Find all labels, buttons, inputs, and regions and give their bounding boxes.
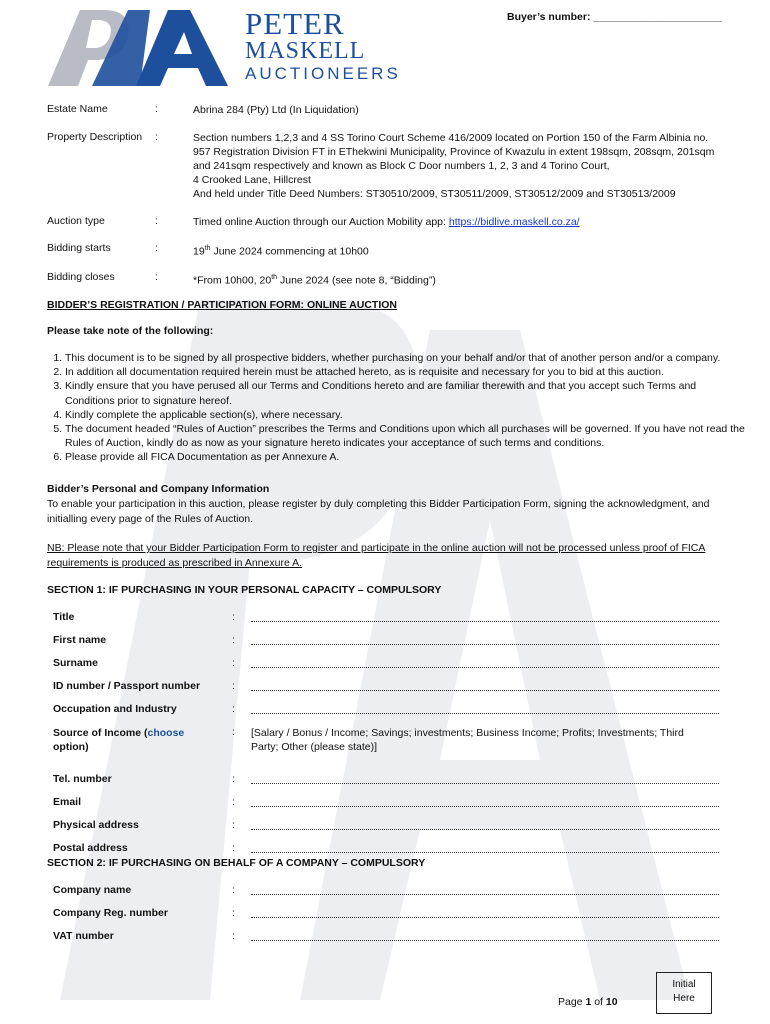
form-heading: BIDDER’S REGISTRATION / PARTICIPATION FORM: ONLINE AUCTION (47, 299, 397, 311)
bidding-closes-label: Bidding closes (47, 271, 115, 283)
property-description-colon: : (155, 131, 158, 143)
section1-heading: SECTION 1: IF PURCHASING IN YOUR PERSONAL CAPACITY – COMPULSORY (47, 584, 442, 596)
page-word: Page (558, 996, 586, 1008)
income-label-choose: choose (147, 727, 185, 739)
first-name-label: First name (53, 634, 107, 646)
email-field[interactable] (251, 798, 719, 807)
bidding-starts-value (193, 242, 728, 259)
field-colon: : (232, 907, 235, 919)
field-colon: : (232, 726, 235, 738)
vat-number-field[interactable] (251, 932, 719, 941)
page-number (558, 996, 618, 1008)
income-label-start: Source of Income ( (53, 727, 148, 739)
title-field[interactable] (251, 613, 719, 622)
field-colon: : (232, 680, 235, 692)
field-colon: : (232, 884, 235, 896)
notes-heading: Please take note of the following: (47, 325, 214, 337)
section2-heading: SECTION 2: IF PURCHASING ON BEHALF OF A COMPANY – COMPULSORY (47, 857, 426, 869)
title-label: Title (53, 611, 75, 623)
bidding-starts-colon: : (155, 242, 158, 254)
note-item: 4. Kindly complete the applicable section(s), where necessary. (65, 408, 745, 422)
bidding-closes-day: *From 10h00, 20 (193, 274, 272, 287)
nb-text: Please note that your Bidder Participation Form to register and participate in the online auction will not be processed unless proof of FICA requirements is produced as prescribed in Annexure A. (47, 542, 706, 569)
source-of-income-label (53, 726, 184, 754)
auction-type-colon: : (155, 215, 158, 227)
property-line: 4 Crooked Lane, Hillcrest (193, 174, 311, 186)
field-colon: : (232, 796, 235, 808)
notes-list (47, 351, 745, 465)
first-name-field[interactable] (251, 636, 719, 645)
nb-note (47, 541, 727, 571)
page-of: of (591, 996, 606, 1008)
here-label: Here (673, 993, 695, 1004)
company-reg-label: Company Reg. number (53, 907, 168, 919)
income-options-line: [Salary / Bonus / Income; Savings; investments; Business Income; Profits; Investments; Third (251, 727, 684, 739)
bidlive-link[interactable]: https://bidlive.maskell.co.za/ (448, 216, 580, 228)
bidder-info-heading: Bidder’s Personal and Company Information (47, 483, 270, 495)
bidding-starts-day: 19 (193, 245, 205, 258)
note-item: 6. Please provide all FICA Documentation as per Annexure A. (65, 450, 745, 464)
property-line: And held under Title Deed Numbers: ST30510/2009, ST30511/2009, ST30512/2009 and ST30513/2009 (193, 188, 676, 200)
brand-name-line1: PETER (245, 6, 345, 41)
income-options-line: Party; Other (please state)] (251, 741, 378, 753)
physical-address-field[interactable] (251, 821, 719, 830)
note-item: 5. The document headed “Rules of Auction” prescribes the Terms and Conditions upon which all purchases will be governed. If you have not read the Rules of Auction, kindly do as now as your signature hereto indicates your acceptance of such terms and conditions. (65, 422, 745, 450)
nb-prefix: NB: (47, 542, 65, 554)
company-name-label: Company name (53, 884, 132, 896)
note-item: 2. In addition all documentation required herein must be attached hereto, as is requisite and necessary for you to bid at this auction. (65, 365, 745, 379)
note-item: 3. Kindly ensure that you have perused all our Terms and Conditions hereto and are familiar therewith and that you accept such Terms and Conditions prior to signature hereof. (65, 379, 745, 407)
company-reg-field[interactable] (251, 909, 719, 918)
estate-name-label: Estate Name (47, 103, 108, 115)
field-colon: : (232, 842, 235, 854)
field-colon: : (232, 703, 235, 715)
bidding-closes-value (193, 271, 728, 288)
company-logo-icon (40, 6, 235, 90)
source-of-income-options[interactable] (251, 726, 721, 754)
tel-number-field[interactable] (251, 775, 719, 784)
bidding-closes-rest: June 2024 (see note 8, “Bidding”) (277, 274, 436, 287)
occupation-label: Occupation and Industry (53, 703, 177, 715)
bidder-info-text: To enable your participation in this auction, please register by duly completing this Bidder Participation Form, signing the acknowledgment, and initialling every page of the Rules of Auction. (47, 498, 710, 525)
company-name-field[interactable] (251, 886, 719, 895)
bidding-starts-label: Bidding starts (47, 242, 111, 254)
brand-name-line2: MASKELL (245, 38, 366, 64)
field-colon: : (232, 773, 235, 785)
buyers-number-field[interactable]: Buyer’s number: ______________________ (507, 11, 722, 23)
estate-name-value: Abrina 284 (Pty) Ltd (In Liquidation) (193, 104, 359, 116)
surname-field[interactable] (251, 659, 719, 668)
property-line: Section numbers 1,2,3 and 4 SS Torino Court Scheme 416/2009 located on Portion 150 of the Farm Albinia no. (193, 132, 709, 144)
email-label: Email (53, 796, 82, 808)
auction-type-value (193, 215, 728, 229)
income-label-end: option) (53, 741, 89, 753)
initial-label: Initial (672, 979, 696, 990)
estate-name-colon: : (155, 103, 158, 115)
page-current: 1 (585, 996, 592, 1008)
surname-label: Surname (53, 657, 98, 669)
auction-type-label: Auction type (47, 215, 105, 227)
id-number-label: ID number / Passport number (53, 680, 201, 692)
tel-number-label: Tel. number (53, 773, 112, 785)
bidding-closes-colon: : (155, 271, 158, 283)
field-colon: : (232, 657, 235, 669)
brand-name-line3: AUCTIONEERS (245, 64, 401, 83)
field-colon: : (232, 634, 235, 646)
postal-address-label: Postal address (53, 842, 128, 854)
field-colon: : (232, 611, 235, 623)
physical-address-label: Physical address (53, 819, 139, 831)
occupation-field[interactable] (251, 705, 719, 714)
note-item: 1. This document is to be signed by all prospective bidders, whether purchasing on your behalf and/or that of another person and/or a company. (65, 351, 745, 365)
property-line: 957 Registration Division FT in EThekwini Municipality, Province of Kwazulu in extent 198sqm, 208sqm, 201sqm (193, 146, 715, 158)
id-number-field[interactable] (251, 682, 719, 691)
bidding-starts-sup: th (204, 245, 211, 252)
field-colon: : (232, 819, 235, 831)
bidding-closes-sup: th (271, 274, 278, 281)
property-line: and 241sqm respectively and known as Block C Door numbers 1, 2, 3 and 4 Torino Court, (193, 160, 610, 172)
property-description-label: Property Description (47, 131, 143, 143)
property-description-value (193, 131, 728, 201)
field-colon: : (232, 930, 235, 942)
postal-address-field[interactable] (251, 844, 719, 853)
vat-number-label: VAT number (53, 930, 114, 942)
initial-here-box[interactable] (656, 972, 712, 1014)
bidding-starts-rest: June 2024 commencing at 10h00 (210, 245, 369, 258)
auction-type-text: Timed online Auction through our Auction Mobility app: (193, 216, 449, 228)
page-total: 10 (605, 996, 618, 1008)
